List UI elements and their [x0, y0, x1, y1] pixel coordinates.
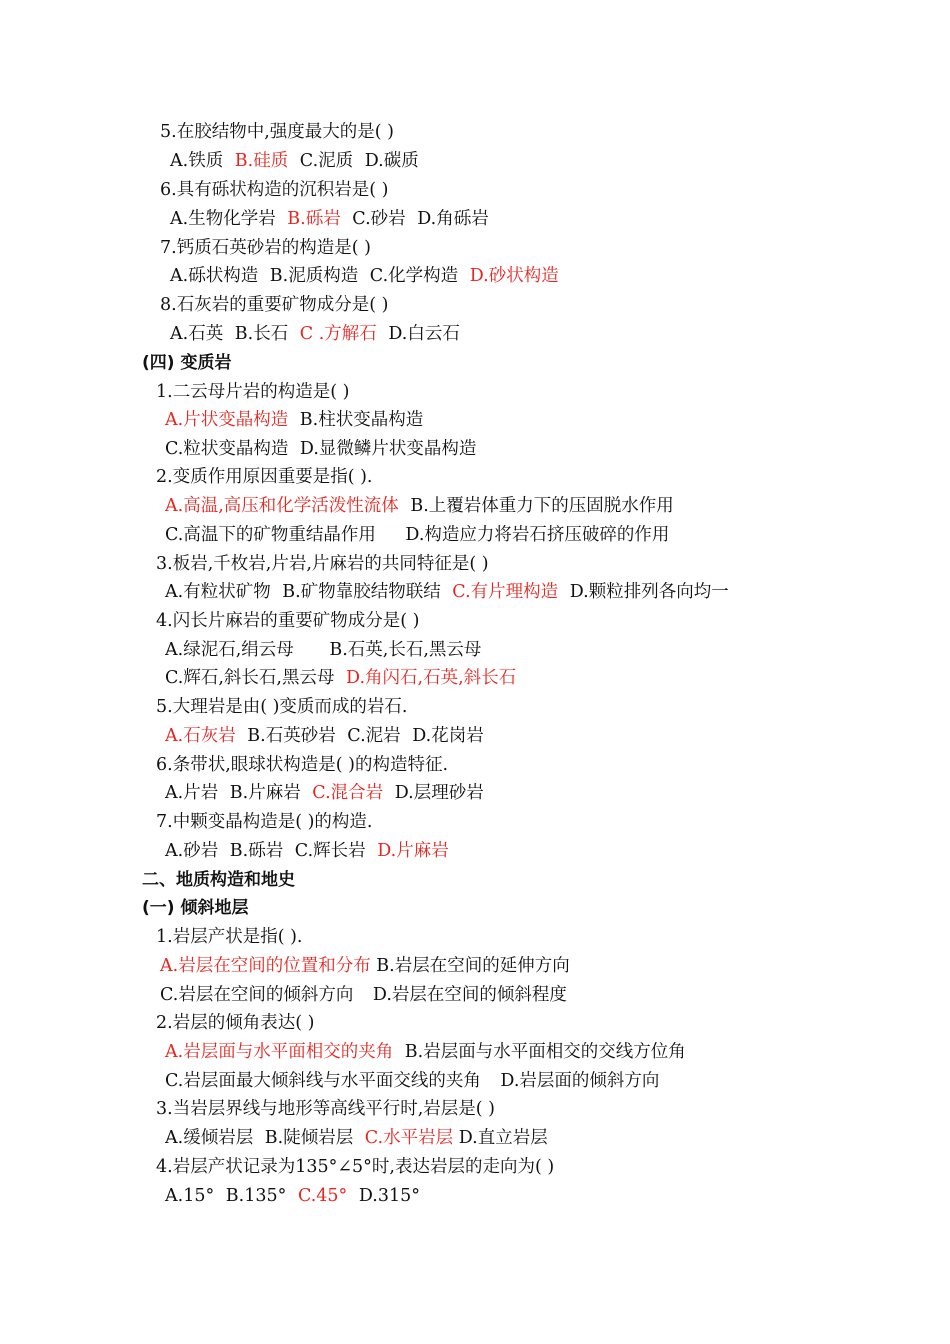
answer-option: D.砂状构造	[469, 266, 559, 286]
options-row	[165, 1127, 554, 1149]
option: B.石英砂岩	[247, 726, 336, 746]
option: D.角砾岩	[417, 209, 489, 229]
option: A.生物化学岩	[170, 209, 276, 229]
option: B.泥质构造	[269, 266, 359, 286]
question-stem: 3.板岩,千枚岩,片岩,片麻岩的共同特征是( )	[156, 554, 489, 574]
options-row	[165, 438, 482, 460]
option: B.石英,长石,黑云母	[329, 640, 482, 660]
question-stem: 7.钙质石英砂岩的构造是( )	[160, 238, 371, 258]
option: A.铁质	[170, 151, 224, 171]
answer-option: C .方解石	[299, 324, 377, 344]
answer-option: D.角闪石,石英,斜长石	[346, 668, 517, 688]
options-row	[160, 984, 573, 1006]
option: C.岩层面最大倾斜线与水平面交线的夹角	[165, 1071, 481, 1091]
option: B.135°	[225, 1186, 287, 1206]
options-row	[165, 639, 487, 661]
question-stem: 3.当岩层界线与地形等高线平行时,岩层是( )	[156, 1099, 495, 1119]
options-row	[165, 1070, 665, 1092]
answer-option: D.片麻岩	[377, 841, 449, 861]
question-stem: 7.中颗变晶构造是( )的构造.	[156, 812, 373, 832]
option: B.上覆岩体重力下的压固脱水作用	[410, 496, 674, 516]
question-stem: 5.大理岩是由( )变质而成的岩石.	[156, 697, 408, 717]
option: A.有粒状矿物	[165, 582, 271, 602]
answer-option: A.岩层面与水平面相交的夹角	[165, 1042, 394, 1062]
section-heading: (四) 变质岩	[142, 353, 232, 373]
option: D.颗粒排列各向均一	[569, 582, 729, 602]
question-stem: 4.岩层产状记录为135°∠5°时,表达岩层的走向为( )	[156, 1157, 555, 1177]
option: B.岩层面与水平面相交的交线方位角	[404, 1042, 686, 1062]
options-row	[165, 524, 675, 546]
option: C.泥质	[299, 151, 354, 171]
question-stem: 4.闪长片麻岩的重要矿物成分是( )	[156, 611, 420, 631]
question-stem: 2.岩层的倾角表达( )	[156, 1013, 315, 1033]
options-row	[165, 495, 680, 517]
option: B.长石	[234, 324, 289, 344]
option: B.陡倾岩层	[264, 1128, 354, 1148]
question-stem: 1.岩层产状是指( ).	[156, 927, 303, 947]
option: D.构造应力将岩石挤压破碎的作用	[405, 525, 670, 545]
chapter-heading: 二、地质构造和地史	[142, 870, 295, 890]
options-row	[165, 840, 455, 862]
options-row	[170, 265, 565, 287]
options-row	[170, 150, 425, 172]
answer-option: B.硅质	[234, 151, 289, 171]
question-stem: 2.变质作用原因重要是指( ).	[156, 467, 373, 487]
option: A.砾状构造	[170, 266, 259, 286]
options-row	[165, 667, 522, 689]
options-row	[170, 323, 466, 345]
options-row	[165, 409, 429, 431]
answer-option: A.片状变晶构造	[165, 410, 289, 430]
question-stem: 8.石灰岩的重要矿物成分是( )	[160, 295, 389, 315]
section-heading: (一) 倾斜地层	[142, 898, 249, 918]
option: B.岩层在空间的延伸方向	[376, 956, 570, 976]
option: D.显微鳞片状变晶构造	[299, 439, 477, 459]
question-stem: 6.具有砾状构造的沉积岩是( )	[160, 180, 389, 200]
option: A.石英	[170, 324, 224, 344]
option: D.花岗岩	[412, 726, 484, 746]
option: C.化学构造	[369, 266, 459, 286]
option: C.辉长岩	[294, 841, 366, 861]
option: B.柱状变晶构造	[299, 410, 424, 430]
option: A.砂岩	[165, 841, 219, 861]
option: C.砂岩	[352, 209, 406, 229]
option: C.粒状变晶构造	[165, 439, 289, 459]
answer-option: A.石灰岩	[165, 726, 236, 746]
options-row	[170, 208, 495, 230]
question-stem: 5.在胶结物中,强度最大的是( )	[160, 122, 394, 142]
option: A.绿泥石,绢云母	[165, 640, 294, 660]
answer-option: C.水平岩层	[364, 1128, 454, 1148]
option: D.白云石	[388, 324, 460, 344]
option: D.碳质	[364, 151, 419, 171]
option: C.泥岩	[347, 726, 401, 746]
option: A.缓倾岩层	[165, 1128, 254, 1148]
question-stem: 6.条带状,眼球状构造是( )的构造特征.	[156, 755, 449, 775]
answer-option: C.45°	[297, 1186, 348, 1206]
option: C.辉石,斜长石,黑云母	[165, 668, 335, 688]
option: D.岩层在空间的倾斜程度	[372, 985, 567, 1005]
options-row	[165, 782, 490, 804]
option: C.高温下的矿物重结晶作用	[165, 525, 376, 545]
answer-option: A.高温,高压和化学活泼性流体	[165, 496, 399, 516]
answer-option: C.有片理构造	[452, 582, 559, 602]
option: D.直立岩层	[458, 1128, 548, 1148]
option: A.片岩	[165, 783, 219, 803]
option: D.岩层面的倾斜方向	[500, 1071, 660, 1091]
option: C.岩层在空间的倾斜方向	[160, 985, 354, 1005]
answer-option: A.岩层在空间的位置和分布	[160, 956, 371, 976]
options-row	[165, 725, 490, 747]
option: B.矿物靠胶结物联结	[282, 582, 441, 602]
option: D.315°	[358, 1186, 421, 1206]
option: B.片麻岩	[229, 783, 301, 803]
options-row	[160, 955, 576, 977]
options-row	[165, 1185, 426, 1207]
question-stem: 1.二云母片岩的构造是( )	[156, 382, 350, 402]
option: A.15°	[165, 1186, 215, 1206]
answer-option: C.混合岩	[312, 783, 384, 803]
option: B.砾岩	[229, 841, 284, 861]
options-row	[165, 581, 735, 603]
option: D.层理砂岩	[394, 783, 484, 803]
options-row	[165, 1041, 692, 1063]
answer-option: B.砾岩	[287, 209, 341, 229]
